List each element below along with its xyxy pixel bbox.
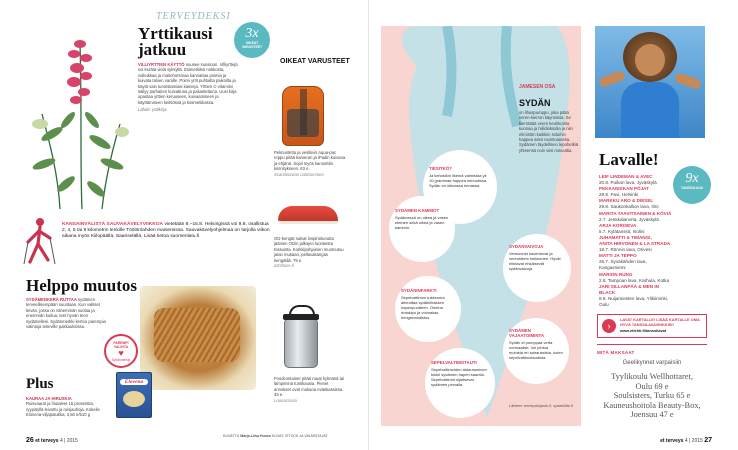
helppo-title: Helppo muutos [26, 276, 137, 295]
plus-lead: KAURAA JA HIRUSKIA [26, 396, 72, 401]
bubble-sydanvaivoja [503, 234, 571, 302]
varusteet-item-1-text: Pelmustettu ja vesitiivis Aqua-pac reppu pitää kameran ja iPadin kuivana ja ehjänä. Sopii myös kanoottiin kiinnitykseen. 63 e. [274, 150, 346, 172]
plus-text [26, 396, 110, 418]
lavalle-item: MATTI JA TEPPO 25.7. Syväkähden lava, Kangasniemi [599, 253, 647, 271]
divider [597, 344, 707, 345]
varusteet-item-3-credit: Lounasrasia [274, 397, 297, 403]
heart-icon: ♥ [118, 348, 124, 358]
bubble-infarkti [395, 276, 461, 342]
lavalle-badge-label: TANSSILAVA [680, 186, 704, 190]
varusteet-item-2-credit: otzshoes.fi [274, 263, 295, 269]
varusteet-badge [234, 22, 270, 58]
varusteet-item-3-text: Foodcontainer pitää ruuat kylmänä tai lämpiminä tuntikausia. Pienet annokset ovat mukana eväskassissa. 45 e. [274, 376, 345, 398]
folio-right-number: 27 [704, 437, 712, 444]
plus-body: Ruisvaarat ja hiutaleet 15 prosenttia, ryypiöyllä leivottu ja ruisjauhoja. Kokeile [26, 401, 100, 412]
varusteet-badge-label: OIKEAT VARUSTEET [241, 41, 263, 49]
helppo-body: sydämen terveellisempään suuntaan. Kun valitset leivän, jossa on vähemmän suolaa ja enemmän kuitua, teet hyvän teon sydämellesi. Sydänmerkki kertoo parempia valintoja tekeville pakkauksissa. [26, 297, 106, 330]
price-line: Tyylikoulu Wellhottaret, [611, 372, 693, 381]
lavalle-cta-url[interactable]: www.etlehti.fi/tanssilavat [620, 327, 667, 333]
mita-maksaat-label: MITÄ MAKSAAT [597, 350, 635, 355]
heart-seal-sub: Sydänmerkki [111, 358, 131, 362]
bubble-vajaatoiminta-body: Sydän ei pumppaa verta normaalisti. Voi johtua monista eri sairauksista, kuten sepelvaltimotaudista. [509, 340, 563, 360]
varusteet-item-1 [274, 150, 346, 177]
food-container-photo [284, 318, 318, 368]
helppo-lead: SYDÄMENKERÄ RUTTAA [26, 297, 77, 302]
mita-maksaat-list [593, 372, 711, 420]
bubble-kammiot [389, 196, 455, 262]
yrttikausi-title: Yrttikausi jatkuu [138, 24, 213, 59]
byline [223, 434, 328, 438]
varusteet-item-2 [274, 236, 346, 268]
bubble-kammiot-body: Sydämessä on oikea ja vasen eteinen sekä oikea ja vasen kammio. [395, 215, 449, 230]
lavalle-title: Lavalle! [599, 150, 659, 169]
bubble-vajaatoiminta-title: SYDÄMEN VAJAATOIMINTA [509, 328, 545, 338]
plus-price: Elovena-viljapatukka, 3,50 e/510 g [26, 412, 91, 418]
lavalle-item: PEKKANISKAN PÖJAT 29.8. Pavi, Helsinki [599, 186, 649, 198]
sydan-title: SYDÄN [519, 98, 551, 108]
varusteet-item-1-credit: Scandinavian outdoorstore [274, 171, 324, 177]
byline-suffix: KUVAT: ISTOCK JA VALMISTAJAT [272, 434, 328, 438]
lavalle-list [599, 174, 673, 308]
arrow-right-icon: › [602, 319, 616, 333]
lavalle-item: ARJA KORISEVA 5.7. Kylätanssit, Isolini [599, 222, 645, 234]
varusteet-badge-number: 3x [245, 26, 259, 41]
yrttikausi-lead: VILLIYRTTIEN KÄYTTÖ [138, 62, 185, 67]
varusteet-item-2-text: Otz-kengät salvat inspiroitunutta jäänien Otzin jalkojen luonteista tossuista. Korkkipohjainen muotoutuu jalan mukaan, pellavakangas kengätilä. 79 e. [274, 236, 344, 263]
plus-title: Plus [26, 376, 54, 392]
product-brand: Elovena [120, 379, 148, 385]
lavalle-cta-text: LAVAT KARTALLE! LISÄÄ KARTALLE OMA HYVÄ TANSSILAVAVINKKISI! [620, 317, 700, 327]
folio-right [660, 437, 712, 444]
lavalle-item: JARI SILLANPÄÄ & MEN IN BLACK 8.8. Nuijamiesten lava, Ylikiiminki, Oulu [599, 283, 669, 307]
lavalle-badge-number: 9x [685, 171, 699, 186]
price-line: Kauneushoitola Beauty-Box, [603, 400, 701, 410]
price-line: Soulsisters, Turku 65 e [613, 391, 691, 401]
heart-seal-text: PAREMPI VALINTA [113, 341, 129, 349]
mita-maksaat-intro: Geelikynnet varpaisiin [622, 360, 682, 366]
bubble-tiesitko-body: Ja kehosikin likeinä valmistaa yli 10 grammaa happea minuutissa. Sydän on oikeassa rinnassa. [429, 173, 488, 188]
yrttikausi-body: nousee suosioon. Villiyrttejä voi kerätä vielä syksyllä. Esimerkiksi nokkosta, voikukkaa ja maitohorsmaa kannattaa poimia ja kuivata talven varalle. Poimi yrtit puhtailta paikoilta ja käytä vain tunnistamiasi kasveja. Yrttien C-vitamiini säilyy parhaiten kuivattuna ja pakastettuna. Uusi kirja opastaa yrttien keruuseen, kuivaamiseen ja käyttämiseen keittiössä ja kosmetiikassa. [138, 62, 238, 105]
sauvakavely-body: vietetään 8.–15.8. Helsingissä voi 9.8. osallistua 2, 4, 5 tai 9 kilometrin lenkille Töölönlahden maisemissa. Sauvakävelyohjelmaa on tarjolla viikon aikana myös Kiilopäällä, Saariselällä. Lisää tietoa suomenlatu.fi [62, 222, 270, 240]
folio-right-issue: 4 | 2015 [684, 438, 703, 444]
folio-left-issue: 4 | 2015 [59, 438, 78, 444]
sydan-body: on lihaspumppu, joka pitää veren-kierron käynnissä. Se kierrättää veren keuhkoista kuonaa ja hiilidioksidia ja niin elimistön kaikkiin soluihin happea sekä ravintoaineita. Sydämen täydellinen lepohetkiä yhteensä noin viisi minuuttia. [519, 110, 579, 153]
bubble-kammiot-title: SYDÄMEN KAMMIOT [395, 208, 440, 213]
singer-photo [595, 26, 705, 138]
byline-prefix: KUVATTU [223, 434, 240, 438]
lavalle-item: JUHAMATTI & TIMANGI, [599, 234, 652, 240]
bubble-sydanvaivoja-body: Verisuonet kaventuvat ja verenkierto heikkenee. Hyvät elintavat ehkäisevät sydänvaivoja. [509, 251, 561, 271]
lavalle-item: MARKKU ARO & DIESEL 29.8. Saukonkallion lava, Ilmi [599, 198, 659, 210]
sauvakavely-lead: KANSAINVÄLISTÄ SAUVAKÄVELYVIIKKOA [62, 222, 164, 227]
sydan-section-label: JAMESEN OSA [519, 84, 556, 90]
bubble-sepelvaltimotauti [425, 348, 495, 418]
folio-right-brand: et terveys [660, 438, 684, 444]
product-box [116, 372, 152, 418]
bubble-tiesitko-title: TIESITKÖ? [429, 166, 452, 171]
lavalle-badge [673, 166, 711, 204]
sources: Lähteet: terveyskirjasto.fi, sydanliitto.fi [509, 404, 573, 408]
price-line: Joensuu 47 e [630, 410, 674, 420]
shoe-photo [278, 206, 338, 224]
yrttikausi-text [138, 62, 238, 113]
bubble-sepelvaltimotauti-title: SEPELVALTIMOTAUTI [431, 360, 477, 365]
bubble-infarkti-title: SYDÄNINFARKTI [401, 288, 437, 293]
sauvakavely-text [62, 222, 272, 241]
folio-left-number: 26 [26, 437, 34, 444]
lavalle-item: ANITA HIRVONEN & LA STRADA 18.7. Rönnin lava, Orivesi [599, 241, 671, 253]
lavalle-item: MARITA TAAVITSAINEN & KÖVIÄ 2.7. Jenkkalanvrta, Jyväskylä [599, 210, 672, 222]
lavalle-cta[interactable] [597, 314, 707, 338]
byline-name: Marja-Liisa Husso [240, 434, 272, 438]
folio-left [26, 437, 78, 444]
folio-left-brand: et terveys [35, 438, 59, 444]
backpack-photo [282, 86, 324, 146]
price-line: Oulu 69 e [635, 381, 669, 391]
bubble-vajaatoiminta [503, 318, 569, 384]
walker-icon [22, 216, 58, 266]
varusteet-title: OIKEAT VARUSTEET [280, 58, 350, 65]
herb-illustration [22, 24, 132, 214]
bubble-sepelvaltimotauti-body: Sepelvaltimoiden ahtautuminen tukkii sydämen hapen saantia. Sepelvaltimot sijaitsevat sydämen pinnalla. [431, 367, 487, 387]
yrttikausi-credit: Lähde: yrttikirja [138, 107, 167, 113]
lavalle-item: MARION RUNG 2.8. Tampoan lava, Karhula, Kotka [599, 271, 670, 283]
helppo-text [26, 297, 110, 329]
section-label: TERVEYDEKSI [156, 11, 231, 22]
lavalle-item: LEIF LINDEMAN & AVEC 20.8. Puikan lava, Jyväskylä [599, 174, 657, 186]
bubble-sydanvaivoja-title: SYDÄNVAIVOJA [509, 244, 544, 249]
bread-photo [140, 286, 256, 390]
heart-seal [104, 334, 138, 368]
varusteet-item-3 [274, 376, 346, 403]
bubble-infarkti-body: Sepelvaltimon tukkeuma aiheuttaa sydänlihaksen hapenpuutteen. Oireina rintakipu ja voimakas hengenahdistus. [401, 295, 445, 320]
